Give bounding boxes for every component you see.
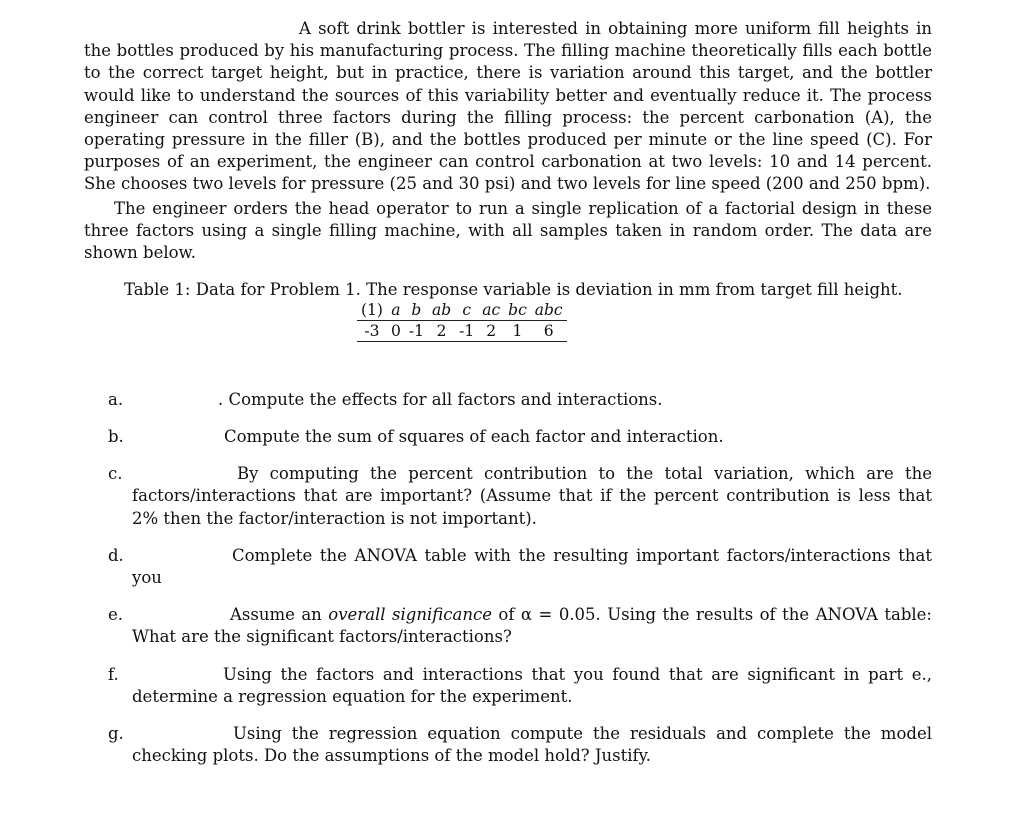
question-f	[84, 664, 932, 709]
table-header-cell: b	[405, 300, 428, 321]
table-caption: Table 1: Data for Problem 1. The response variable is deviation in mm from target fill height.	[124, 280, 903, 299]
question-emphasis: overall significance	[328, 605, 492, 624]
question-text: Compute the effects for all factors and interactions.	[228, 390, 663, 409]
table-header-row	[357, 300, 567, 321]
table-header-cell: ab	[428, 300, 455, 321]
table-row	[357, 321, 567, 342]
question-e	[84, 604, 932, 649]
question-text: Complete the ANOVA table with the resulting important factors/interactions that you	[132, 546, 932, 588]
table-header-cell: ac	[478, 300, 504, 321]
question-c	[84, 463, 932, 530]
question-label: b.	[108, 427, 124, 446]
question-text: Using the regression equation compute the residuals and complete the model checking plots. Do the assumptions of the model hold? Justify.	[132, 724, 932, 766]
question-text: of α = 0.05. Using the results of the ANOVA table: What are the significant factors/interactions?	[132, 605, 932, 647]
question-text: Compute the sum of squares of each factor and interaction.	[224, 427, 724, 446]
table-header-cell: a	[387, 300, 405, 321]
question-prefix: .	[218, 390, 224, 409]
question-text: Assume an	[230, 605, 329, 624]
question-text: By computing the percent contribution to the total variation, which are the factors/interactions that are important? (Assume that if the percent contribution is less that 2% then the factor/interaction is not important).	[132, 464, 932, 528]
question-label: c.	[108, 464, 123, 483]
table-cell: -3	[357, 321, 387, 342]
question-d	[84, 545, 932, 590]
question-label: a.	[108, 390, 124, 409]
question-b	[84, 426, 932, 448]
table-cell: 6	[531, 321, 567, 342]
question-label: e.	[108, 605, 124, 624]
intro-paragraph-2: The engineer orders the head operator to run a single replication of a factorial design in these three factors using a single filling machine, with all samples taken in random order. The data are shown below.	[84, 199, 932, 263]
question-g	[84, 723, 932, 768]
intro-paragraph-1: A soft drink bottler is interested in obtaining more uniform fill heights in the bottles produced by his manufacturing process. The filling machine theoretically fills each bottle to the correct target height, but in practice, there is variation around this target, and the bottler would like to understand the sources of this variability better and eventually reduce it. The process engineer can control three factors during the filling process: the percent carbonation (A), the operating pressure in the filler (B), and the bottles produced per minute or the line speed (C). For purposes of an experiment, the engineer can control carbonation at two levels: 10 and 14 percent. She chooses two levels for pressure (25 and 30 psi) and two levels for line speed (200 and 250 bpm).	[84, 19, 932, 194]
table-cell: 2	[478, 321, 504, 342]
table-header-cell: c	[455, 300, 478, 321]
table-cell: -1	[405, 321, 428, 342]
question-label: f.	[108, 665, 119, 684]
table-header-cell: (1)	[357, 300, 387, 321]
question-text: Using the factors and interactions that you found that are significant in part e., determine a regression equation for the experiment.	[132, 665, 932, 707]
table-header-cell: abc	[531, 300, 567, 321]
data-table	[357, 300, 567, 342]
table-header-cell: bc	[504, 300, 531, 321]
table-cell: -1	[455, 321, 478, 342]
table-cell: 1	[504, 321, 531, 342]
table-cell: 2	[428, 321, 455, 342]
question-label: g.	[108, 724, 124, 743]
question-a	[84, 389, 932, 411]
question-label: d.	[108, 546, 124, 565]
table-cell: 0	[387, 321, 405, 342]
